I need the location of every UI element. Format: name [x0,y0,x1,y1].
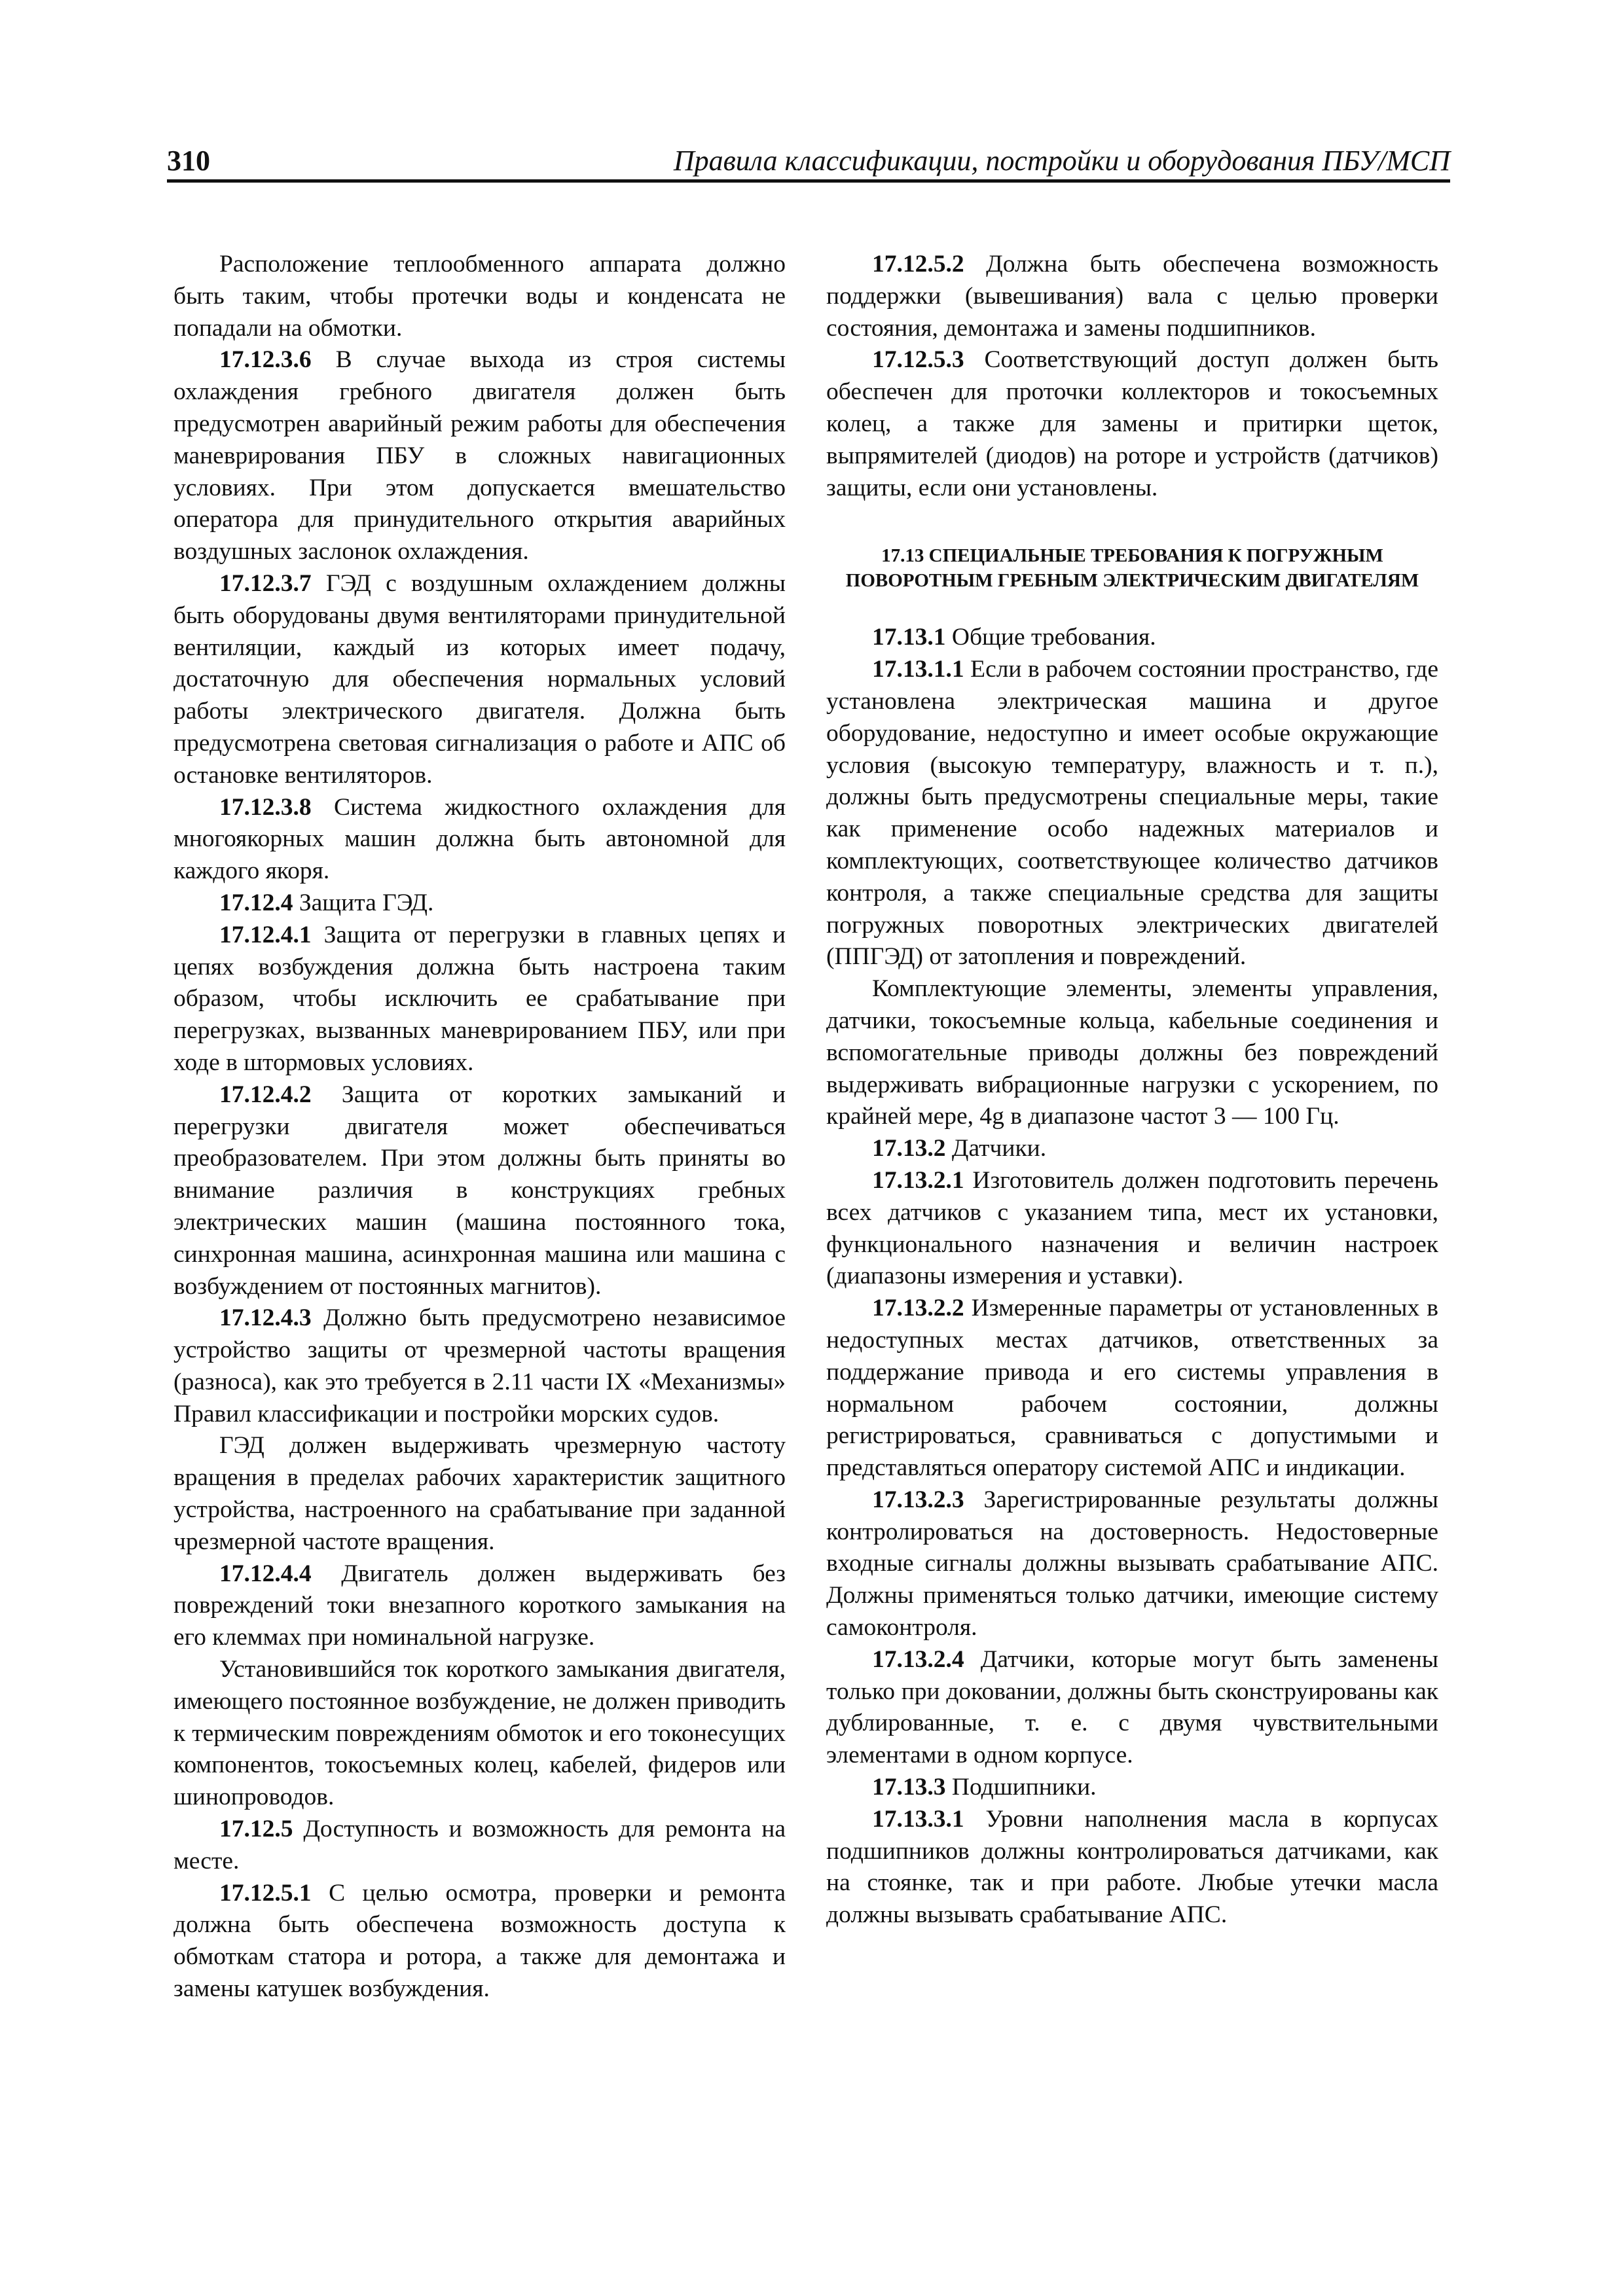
paragraph-text: Уровни наполнения масла в корпусах подшипников должны контролироваться датчиками, как на стоянке, так и при работе. Любые утечки масла должны вызывать срабатывание АПС. [826,1805,1438,1929]
paragraph [826,1804,1438,1931]
paragraph-text: Защита ГЭД. [293,889,434,916]
paragraph [826,654,1438,973]
clause-number: 17.12.4.2 [219,1081,312,1108]
paragraph [173,888,786,920]
clause-number: 17.12.5.2 [872,251,964,278]
running-title: Правила классификации, постройки и оборудования ПБУ/МСП [673,145,1450,177]
paragraph-text: Изготовитель должен подготовить перечень всех датчиков с указанием типа, мест их установки, функционального назначения и величин настроек (диапазоны измерения и уставки). [826,1166,1438,1290]
paragraph-text: Расположение теплообменного аппарата должно быть таким, чтобы протечки воды и конденсата не попадали на обмотки. [173,251,786,342]
right-column-bottom [826,622,1438,1931]
paragraph [826,249,1438,344]
clause-number: 17.13.2 [872,1135,946,1162]
paragraph-text: Должно быть предусмотрено независимое устройство защиты от чрезмерной частоты вращения (разноса), как это требуется в 2.11 части IX «Механизмы» Правил классификации и постройки морских судов. [173,1304,786,1427]
clause-number: 17.12.3.8 [219,793,312,821]
paragraph [826,1644,1438,1772]
right-column-top [826,249,1438,504]
right-column [826,249,1438,1931]
paragraph [826,973,1438,1133]
paragraph [173,1430,786,1558]
paragraph-text: Измеренные параметры от установленных в недоступных местах датчиков, ответственных за поддержание привода и его системы управления в нормальном рабочем состоянии, должны регистрироваться, сравниваться с допустимыми и представляться оператору системой АПС и индикации. [826,1295,1438,1482]
clause-number: 17.12.3.7 [219,569,312,597]
paragraph [826,1484,1438,1644]
paragraph [826,622,1438,654]
paragraph-text: Доступность и возможность для ремонта на месте. [173,1816,786,1874]
clause-number: 17.13.3 [872,1774,946,1801]
paragraph [173,1878,786,2005]
paragraph-text: Общие требования. [945,624,1156,651]
clause-number: 17.13.2.1 [872,1166,964,1194]
paragraph-text: Комплектующие элементы, элементы управления, датчики, токосъемные кольца, кабельные соединения и вспомогательные приводы должны без повреждений выдерживать вибрационные нагрузки с ускорением, по крайней мере, 4g в диапазоне частот 3 — 100 Гц. [826,975,1438,1130]
paragraph [173,568,786,792]
clause-number: 17.12.5 [219,1816,293,1843]
section-heading: 17.13 СПЕЦИАЛЬНЫЕ ТРЕБОВАНИЯ К ПОГРУЖНЫМ ПОВОРОТНЫМ ГРЕБНЫМ ЭЛЕКТРИЧЕСКИМ ДВИГАТЕЛЯМ [845,545,1419,592]
paragraph [173,1814,786,1878]
clause-number: 17.12.4.4 [219,1560,312,1587]
clause-number: 17.12.4.1 [219,921,312,948]
paragraph [173,1558,786,1654]
paragraph [173,249,786,344]
clause-number: 17.13.2.4 [872,1645,964,1673]
paragraph-text: ГЭД должен выдерживать чрезмерную частоту вращения в пределах рабочих характеристик защитного устройства, настроенного на срабатывание при заданной чрезмерной частоте вращения. [173,1432,786,1555]
paragraph-text: Двигатель должен выдерживать без повреждений токи внезапного короткого замыкания на его клеммах при номинальной нагрузке. [173,1560,786,1651]
paragraph-text: Датчики. [945,1135,1047,1162]
paragraph-text: В случае выхода из строя системы охлаждения гребного двигателя должен быть предусмотрен аварийный режим работы для обеспечения маневрирования ПБУ в сложных навигационных условиях. При этом допускается вмешательство оператора для принудительного открытия аварийных воздушных заслонок охлаждения. [173,346,786,565]
paragraph-text: ГЭД с воздушным охлаждением должны быть оборудованы двумя вентиляторами принудительной вентиляции, каждый из которых имеет подачу, достаточную для обеспечения нормальных условий работы электрического двигателя. Должна быть предусмотрена световая сигнализация о работе и АПС об остановке вентиляторов. [173,569,786,789]
clause-number: 17.12.3.6 [219,346,312,374]
page-header [167,139,1450,183]
paragraph [173,920,786,1079]
paragraph-text: Установившийся ток короткого замыкания двигателя, имеющего постоянное возбуждение, не должен приводить к термическим повреждениям обмоток и его токонесущих компонентов, токосъемных колец, кабелей, фидеров или шинопроводов. [173,1656,786,1811]
paragraph [173,344,786,568]
paragraph-text: Защита от коротких замыканий и перегрузки двигателя может обеспечиваться преобразователем. При этом должны быть приняты во внимание различия в конструкциях гребных электрических машин (машина постоянного тока, синхронная машина, асинхронная машина или машина с возбуждением от постоянных магнитов). [173,1081,786,1300]
clause-number: 17.13.2.2 [872,1295,964,1322]
paragraph-text: Защита от перегрузки в главных цепях и цепях возбуждения должна быть настроена таким образом, чтобы исключить ее срабатывание при перегрузках, вызванных маневрированием ПБУ, или при ходе в штормовых условиях. [173,921,786,1076]
paragraph-text: Если в рабочем состоянии пространство, где установлена электрическая машина и другое оборудование, недоступно и имеет особые окружающие условия (высокую температуру, влажность и т. п.), должны быть предусмотрены специальные меры, такие как применение особо надежных материалов и комплектующих, соответствующее количество датчиков контроля, а также специальные средства для защиты погружных поворотных электрических двигателей (ППГЭД) от затопления и повреждений. [826,656,1438,971]
clause-number: 17.13.1 [872,624,946,651]
paragraph [173,1654,786,1814]
paragraph [173,792,786,888]
paragraph-text: Датчики, которые могут быть заменены только при доковании, должны быть сконструированы как дублированные, т. е. с двумя чувствительными элементами в одном корпусе. [826,1645,1438,1769]
paragraph [826,1772,1438,1804]
clause-number: 17.13.2.3 [872,1486,964,1513]
clause-number: 17.12.5.3 [872,346,964,374]
paragraph-text: Зарегистрированные результаты должны контролироваться на достоверность. Недостоверные входные сигналы должны вызывать срабатывание АПС. Должны применяться только датчики, имеющие систему самоконтроля. [826,1486,1438,1641]
paragraph-text: Подшипники. [945,1774,1097,1801]
paragraph [173,1302,786,1430]
paragraph-text: Соответствующий доступ должен быть обеспечен для проточки коллекторов и токосъемных колец, а также для замены и притирки щеток, выпрямителей (диодов) на роторе и устройств (датчиков) защиты, если они установлены. [826,346,1438,501]
paragraph-text: Система жидкостного охлаждения для многоякорных машин должна быть автономной для каждого якоря. [173,793,786,885]
clause-number: 17.12.5.1 [219,1879,312,1907]
left-column [173,249,786,2005]
clause-number: 17.12.4 [219,889,293,916]
paragraph-text: С целью осмотра, проверки и ремонта должна быть обеспечена возможность доступа к обмоткам статора и ротора, а также для демонтажа и замены катушек возбуждения. [173,1879,786,2003]
paragraph-text: Должна быть обеспечена возможность поддержки (вывешивания) вала с целью проверки состояния, демонтажа и замены подшипников. [826,251,1438,342]
paragraph [826,1165,1438,1293]
paragraph [826,344,1438,504]
clause-number: 17.12.4.3 [219,1304,312,1332]
paragraph [826,1133,1438,1165]
paragraph [826,1293,1438,1484]
clause-number: 17.13.3.1 [872,1805,964,1833]
page-number: 310 [167,145,210,177]
clause-number: 17.13.1.1 [872,656,964,683]
paragraph [173,1079,786,1303]
